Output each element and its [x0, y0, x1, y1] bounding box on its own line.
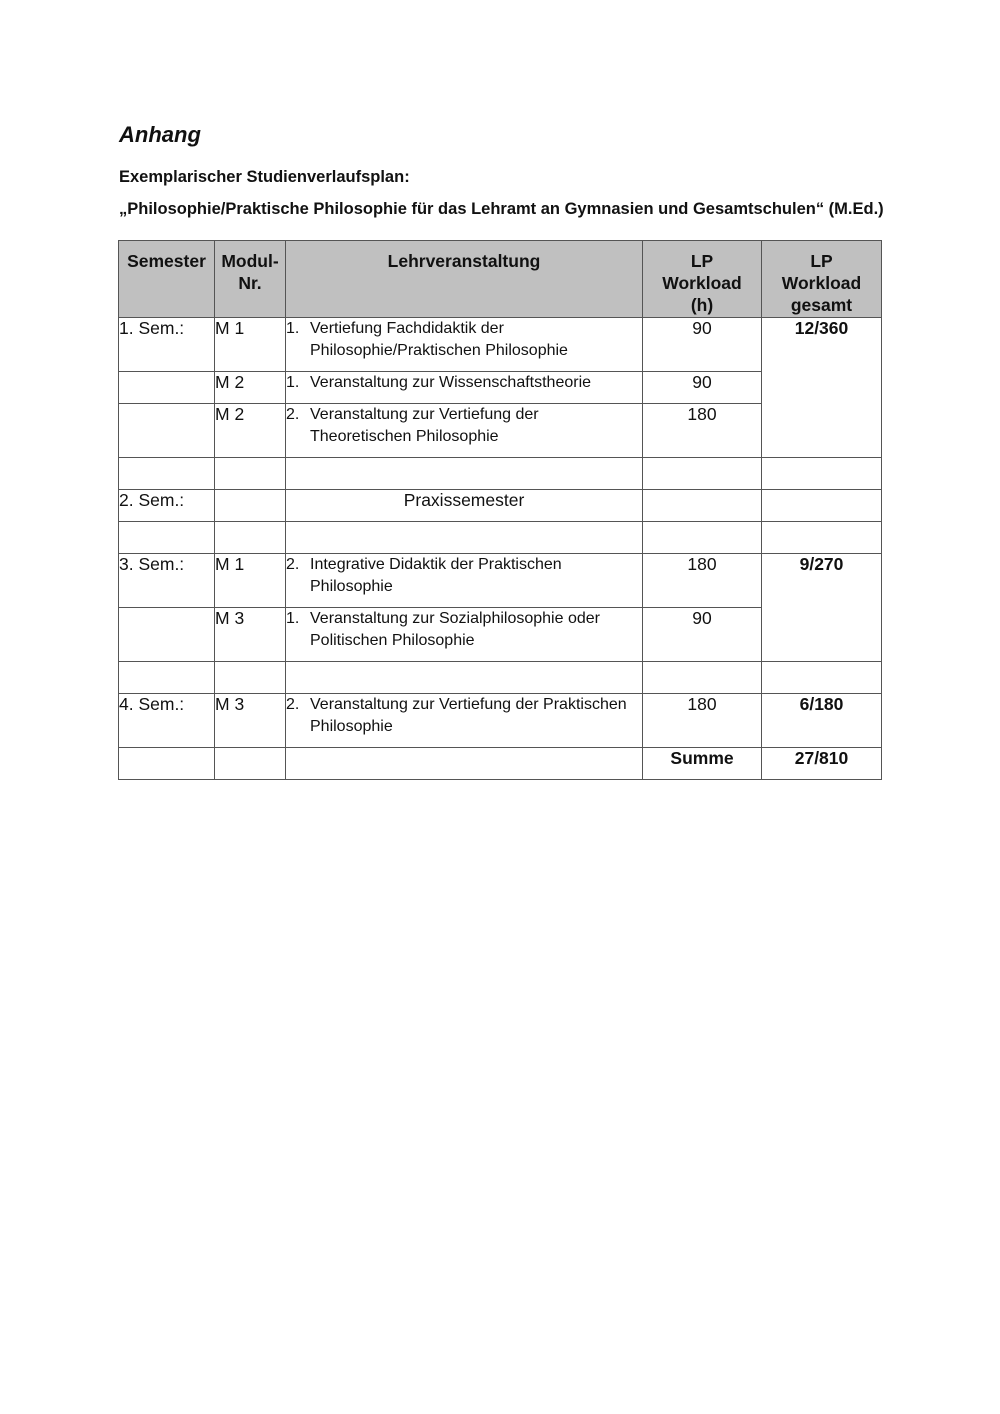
header-gesamt-line1: LP [810, 251, 833, 271]
header-lp-workload [643, 241, 762, 318]
semester-cell [119, 404, 215, 458]
lp-cell: 90 [643, 608, 762, 662]
modul-cell: M 2 [215, 372, 286, 404]
lp-cell: 90 [643, 372, 762, 404]
semester-total-cell [762, 490, 882, 522]
semester-total-cell: 9/270 [762, 554, 882, 662]
header-modul-line1: Modul- [221, 251, 279, 271]
course-cell [286, 372, 643, 404]
course-title: Veranstaltung zur Vertiefung der Praktischen Philosophie [310, 696, 627, 735]
course-number: 1. [286, 374, 300, 391]
course-title: Veranstaltung zur Wissenschaftstheorie [310, 374, 592, 391]
modul-cell: M 2 [215, 404, 286, 458]
table-header-row [119, 241, 882, 318]
semester-cell [119, 372, 215, 404]
course-number: 2. [286, 556, 300, 573]
semester-cell: 4. Sem.: [119, 694, 215, 748]
table-row [119, 554, 882, 608]
lp-cell: 180 [643, 404, 762, 458]
course-cell [286, 318, 643, 372]
lp-cell: 180 [643, 554, 762, 608]
header-lp-line3: (h) [690, 295, 714, 315]
course-number: 1. [286, 320, 300, 337]
header-modul [215, 241, 286, 318]
course-cell [286, 694, 643, 748]
empty-row [119, 662, 882, 694]
summe-row [119, 748, 882, 780]
course-title: Integrative Didaktik der Praktischen Philosophie [310, 556, 562, 595]
modul-cell: M 1 [215, 554, 286, 608]
header-lp-gesamt [762, 241, 882, 318]
semester-cell: 2. Sem.: [119, 490, 215, 522]
header-lp-line1: LP [690, 251, 714, 271]
plan-title: „Philosophie/Praktische Philosophie für das Lehramt an Gymnasien und Gesamtschulen“ (M.Ed.) [119, 200, 884, 218]
header-modul-line2: Nr. [238, 273, 262, 293]
semester-cell: 3. Sem.: [119, 554, 215, 608]
modul-cell [215, 490, 286, 522]
modul-cell: M 3 [215, 694, 286, 748]
study-plan-table [118, 240, 882, 780]
course-cell [286, 554, 643, 608]
header-gesamt-line2: Workload [781, 273, 862, 293]
praxissemester-cell: Praxissemester [286, 490, 643, 522]
semester-total-cell: 12/360 [762, 318, 882, 458]
course-number: 2. [286, 696, 300, 713]
course-cell [286, 608, 643, 662]
subtitle: Exemplarischer Studienverlaufsplan: [119, 168, 410, 186]
semester-total-cell: 6/180 [762, 694, 882, 748]
summe-total: 27/810 [762, 748, 882, 780]
empty-row [119, 522, 882, 554]
semester-cell: 1. Sem.: [119, 318, 215, 372]
course-title: Veranstaltung zur Vertiefung der Theoretischen Philosophie [310, 406, 539, 445]
header-lehrveranstaltung: Lehrveranstaltung [286, 241, 643, 318]
semester-cell [119, 608, 215, 662]
header-semester: Semester [119, 241, 215, 318]
lp-cell: 90 [643, 318, 762, 372]
modul-cell: M 3 [215, 608, 286, 662]
page-heading: Anhang [119, 122, 201, 147]
header-lp-line2: Workload [662, 273, 742, 293]
course-cell [286, 404, 643, 458]
lp-cell [643, 490, 762, 522]
table-row [119, 694, 882, 748]
table-row [119, 490, 882, 522]
modul-cell: M 1 [215, 318, 286, 372]
course-title: Veranstaltung zur Sozialphilosophie oder Politischen Philosophie [310, 610, 600, 649]
course-number: 2. [286, 406, 300, 423]
course-number: 1. [286, 610, 300, 627]
lp-cell: 180 [643, 694, 762, 748]
course-title: Vertiefung Fachdidaktik der Philosophie/Praktischen Philosophie [310, 320, 568, 359]
empty-row [119, 458, 882, 490]
header-gesamt-line3: gesamt [790, 295, 853, 315]
table-row [119, 318, 882, 372]
summe-label: Summe [643, 748, 762, 780]
